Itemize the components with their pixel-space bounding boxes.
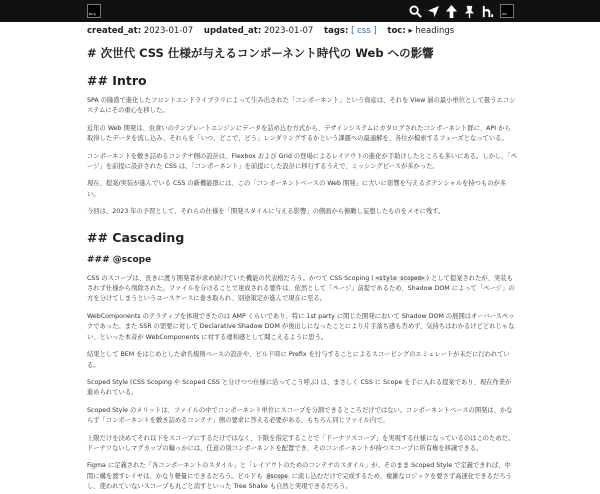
intro-paragraph-1: SPA の隆盛で進化したフロントエンドライブラリによって生み出された「コンポーネント」という資産は、それを View 層の最小単位として扱うエコシステムにその重心を移した。 (87, 97, 516, 115)
created-value: 2023-01-07 (143, 26, 194, 36)
tags-close-bracket: ] (373, 26, 377, 36)
article (87, 25, 517, 493)
intro-paragraph-3: コンポーネントを敷き詰めるコンテナ側の設計は、Flexbox および Grid の登場によるレイアウトの進化が手助けしたところも多いにある。しかし、「ページ」を前提に設計された CSS は、「コンポーネント」を前提にした設計に移行するうえで、ミッシングピースが多かった。 (87, 152, 517, 171)
scope-paragraph-4: Scoped Style (CSS Scoping や Scoped CSS と分けつつ仕様に沿ってこう呼ぶ) は、まさしく CSS に Scope を手に入れる提案であり、現在作業が進められている。 (87, 378, 512, 397)
scope-paragraph-2: WebComponents のテラティブを体現できたのは AMP くらいであり、特に 1st party に閉じた開発において Shadow DOM の展開はオーバースペックであった。また SSR の需要に対して Declarative Shadow DOM が後出しになったことにより片手落ち感も否めず、気持ちはわかるけどどれじゃない、といった本音が WebComponents に対する違和感として聞こえるように思う。 (87, 312, 515, 341)
pin-icon[interactable] (462, 4, 477, 19)
updated-value: 2023-01-07 (263, 26, 314, 36)
intro-paragraph-5: 今回は、2023 年の予習として、それらの仕様を「開発スタイルに与える影響」の側面から俯瞰し妄想したものをメモに残す。 (87, 208, 445, 216)
scope-paragraph-3: 結果として BEM をはじめとした命名規則ベースの設計や、ビルド時に Prefix を付与することによるスコーピングのエミュレートが未だに行われている。 (87, 351, 510, 369)
updated-label: updated_at: (203, 26, 262, 36)
arrow-up-icon[interactable] (444, 4, 459, 19)
toc-label: toc: (387, 26, 406, 36)
tag-link-css[interactable]: css (357, 26, 371, 36)
tags-open-bracket: [ (351, 26, 355, 36)
inline-code-at-scope: @scope (266, 473, 288, 480)
heading-cascading: ## Cascading (87, 229, 185, 245)
scope-p1-text-a: CSS のスコープは、長きに渡り開発者が求め続けていた機能の代表格だろう。かつて CSS Scoping ( (87, 274, 374, 282)
logo-label: Blog (89, 12, 96, 16)
scope-p1-text-b: ) として提案されたが、実装もされず仕様から削除された。ファイルを分けることで達成される要件は、依然として「ページ」前提であるため、Shadow DOM によって「ページ」の方を分けてしまうというユースケースに巻き取られ、別途策定が進んで現在に至る。 (87, 274, 515, 303)
inline-code-style-scoped: <style scoped> (375, 275, 425, 282)
header-icons (408, 4, 514, 19)
share-icon[interactable] (426, 4, 441, 19)
created-label: created_at: (87, 26, 142, 36)
intro-paragraph-2: 近年の Web 開発は、虫食いのテンプレートエンジンにデータを詰め込む方式から、デザインシステムにカタログされたコンポーネント群に、API から取得したデータを流し込み、それらを「いつ、どこで、どう」レンダリングするかという課題への最適解を、各位が模索するフェーズとなっている。 (87, 124, 511, 143)
article-title: # 次世代 CSS 仕様が与えるコンポーネント時代の Web への影響 (87, 46, 434, 60)
search-icon[interactable] (408, 4, 423, 19)
heading-intro: ## Intro (87, 73, 147, 88)
jsx-label: JSX (502, 12, 507, 16)
scope-paragraph-5: Scoped Style のメリットは、ファイルの中でコンポーネント単位にスコープを分割できるところだけではない。コンポーネントベースの開発は、かならず「コンポーネントを敷き詰めるコンテナ」側の要求に答える必要がある、もちろん同じファイル内で。 (87, 406, 513, 425)
top-nav-bar (0, 0, 600, 22)
intro-paragraph-4: 現在、提案/実装が進んでいる CSS の新機能群には、この「コンポーネントベースの Web 開発」に大いに影響を与えるポテンシャルを持つものが多い。 (87, 180, 507, 198)
scope-paragraph-6: 上限だけを決めてそれ以下をスコープにするだけではなく、下限を指定することで「ドーナツスコープ」を実現する仕様になっているのはこのためだ。ドーナツないしマグカップの輪っかには、任意の別コンポーネントを配置でき、そのコンポーネントが持つスコープに所有権を移譲できる。 (87, 434, 515, 452)
heading-scope: ### @scope (87, 254, 152, 265)
scope-p7-text-b: に流し込むだけで完成するため、複雑なロジックを要さず高速化できるだろうし、使われていないスコープも丸ごと消すといった Tree Shake も自然と実現できるだろう。 (87, 472, 512, 491)
scope-p7-text-a: Figma に定義された「各コンポーネントのスタイル」と「レイアウトのためのコンテナのスタイル」が、そのまま Scoped Style で定義できれば、中間に構を渡すレイヤは、かなり軽量にできるだろう。ビルドも (87, 462, 511, 480)
toc-toggle[interactable]: ▸ headings (408, 26, 455, 36)
scope-paragraph-1 (87, 274, 517, 305)
article-meta (87, 25, 517, 38)
scope-paragraph-7 (87, 461, 517, 492)
jsx-badge-icon[interactable] (500, 4, 514, 18)
tags-label: tags: (324, 26, 349, 36)
blog-logo[interactable] (87, 4, 101, 18)
hatena-icon[interactable] (480, 4, 495, 19)
